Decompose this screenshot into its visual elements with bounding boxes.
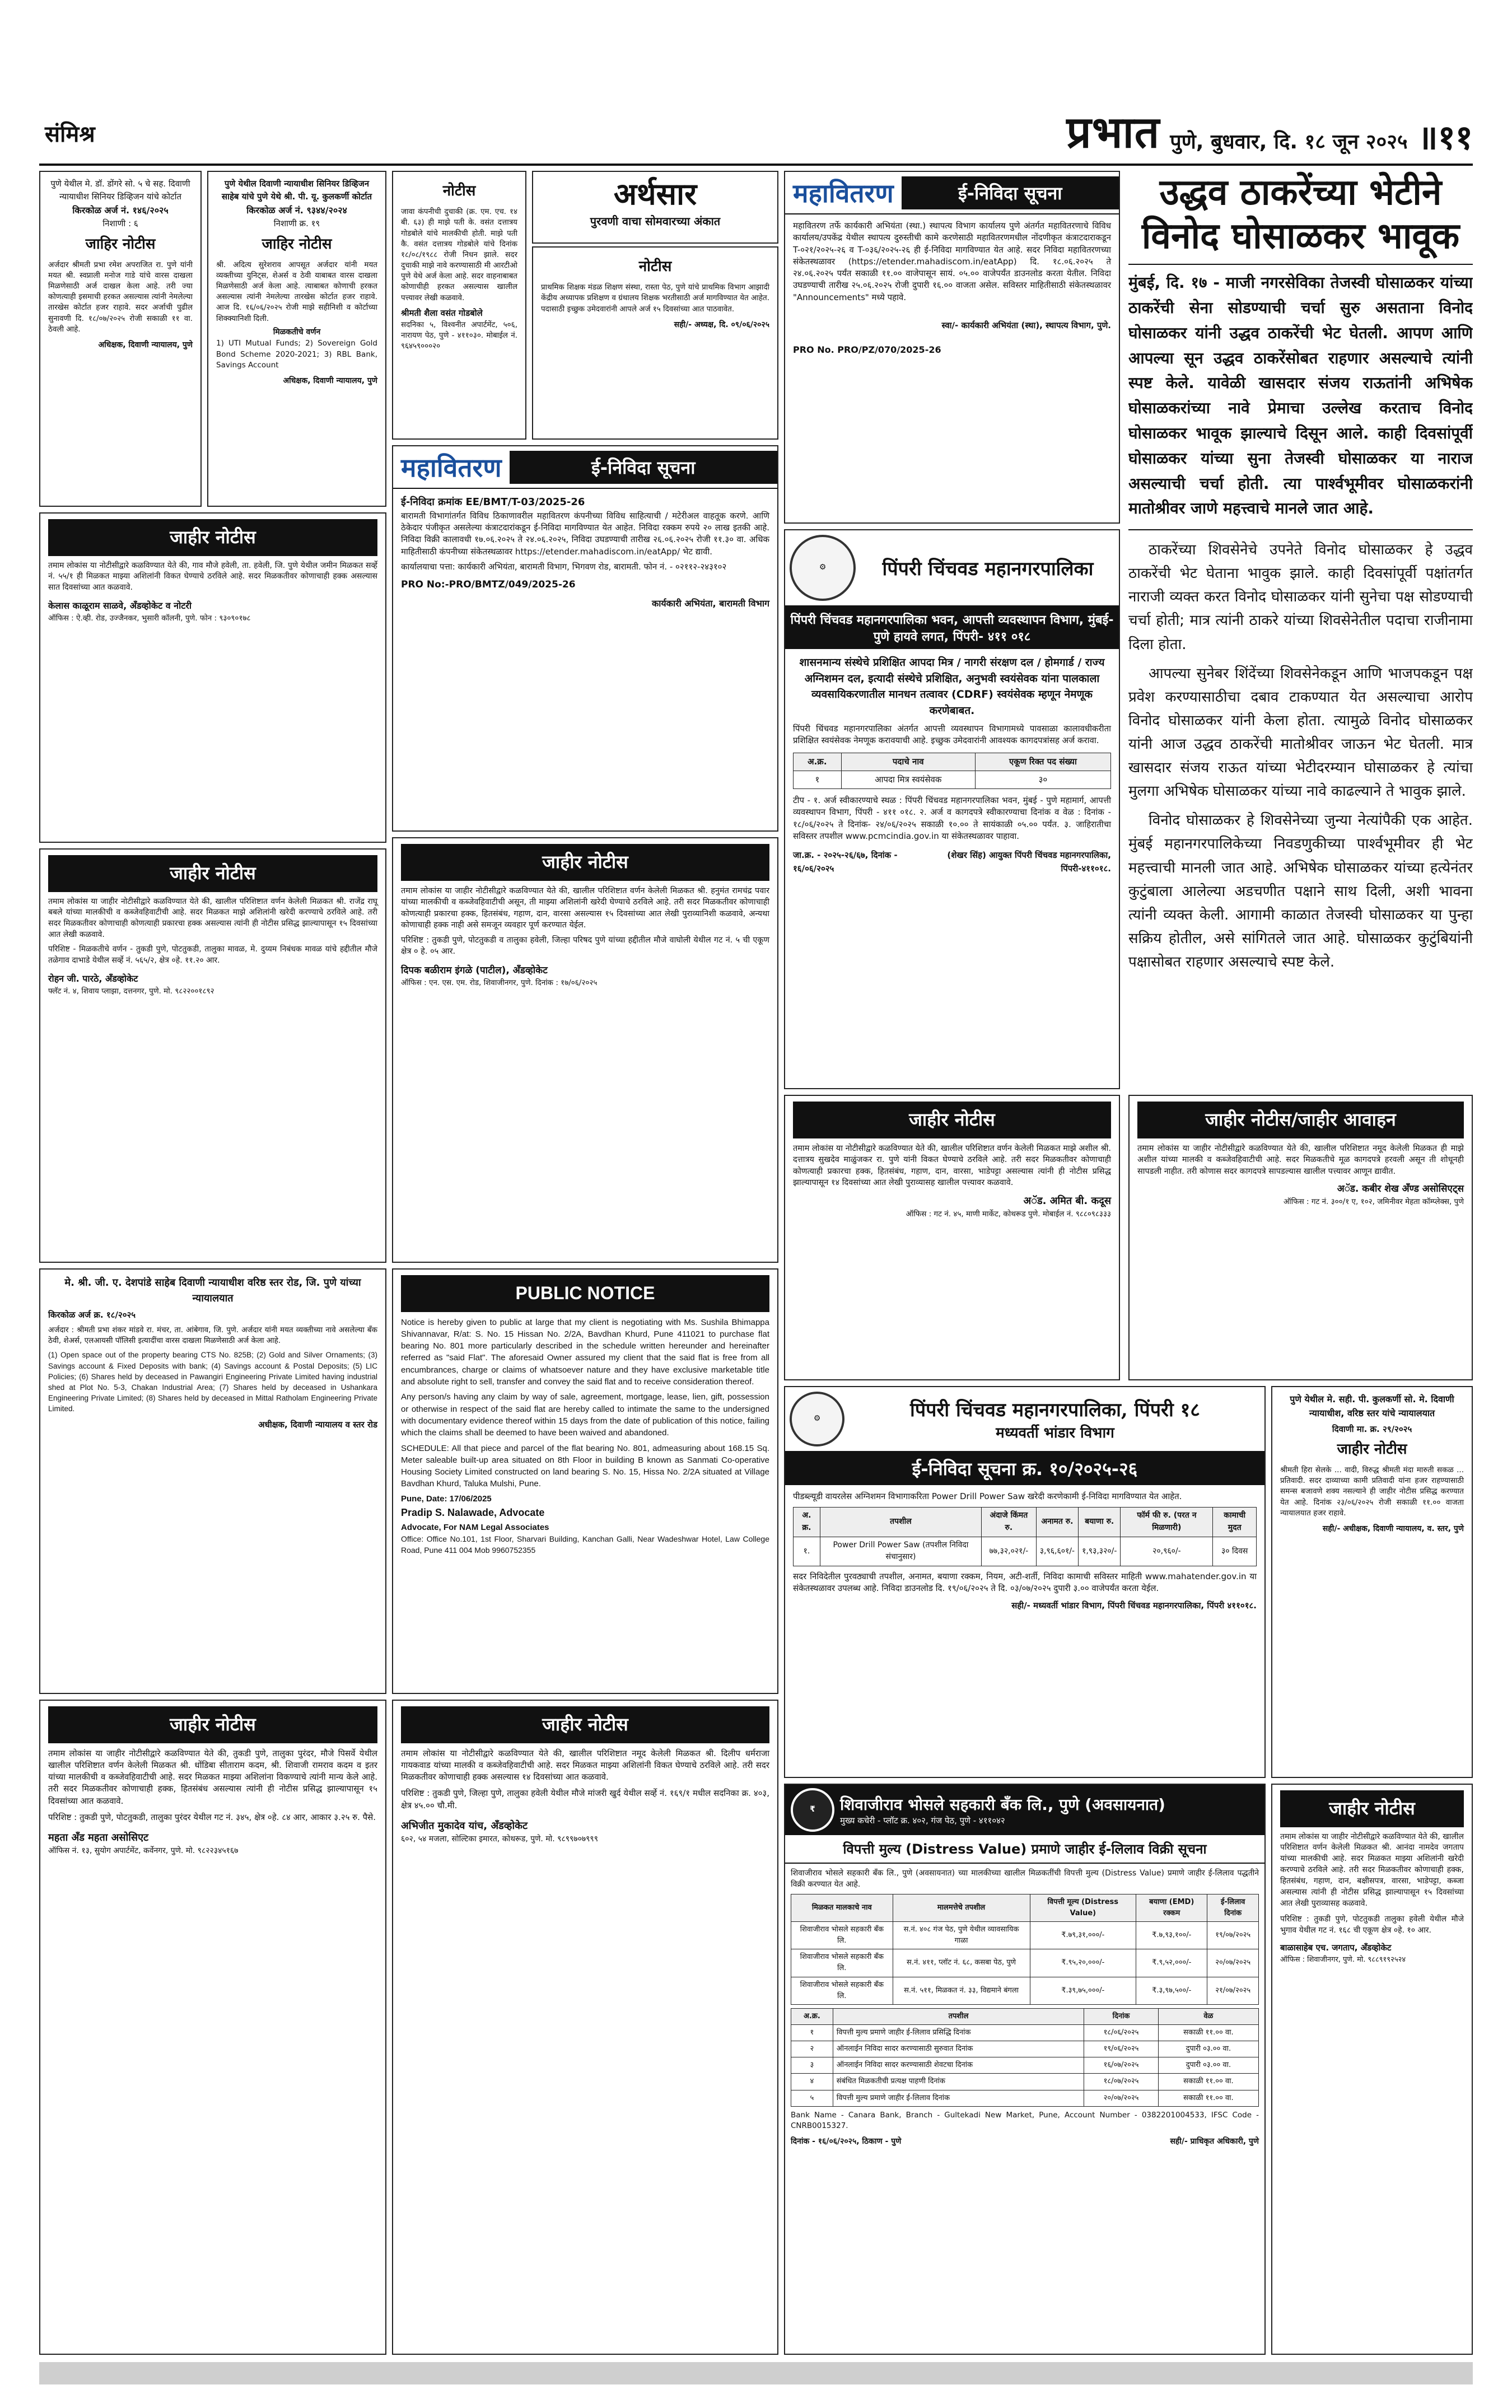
masthead-logo: प्रभात xyxy=(1066,107,1160,158)
table-header: मालमत्तेचे तपशील xyxy=(893,1894,1030,1921)
table-cell: विपत्ती मुल्य प्रमाणे जाहीर ई-लिलाव प्रसिद्धि दिनांक xyxy=(833,2025,1084,2041)
table-cell: ३० xyxy=(975,771,1110,788)
signer: (शेखर सिंह) आयुक्त पिंपरी चिंचवड महानगरपालिका, पिंपरी-४११०१८. xyxy=(947,850,1111,874)
notice-title: जाहिर नोटीस xyxy=(85,235,156,253)
mahavitaran-logo: महावितरण xyxy=(401,452,502,483)
notice-title: जाहीर नोटीस xyxy=(401,844,769,881)
signer: दिपक बळीराम इंगळे (पाटील), अँडव्होकेट xyxy=(401,965,548,977)
case-number: किरकोळ अर्ज नं. ९३४४/२०२४ xyxy=(246,204,347,216)
table-header: फॉर्म फी रु. (परत न मिळणारी) xyxy=(1121,1508,1213,1537)
table-header-row xyxy=(794,753,1111,771)
table-header: दिनांक xyxy=(1084,2008,1159,2024)
table-cell: ऑनलाईन निविदा सादर करण्यासाठी शेवटचा दिनांक xyxy=(833,2057,1084,2074)
tender-banner: ई-निविदा सूचना क्र. १०/२०२५-२६ xyxy=(785,1452,1264,1485)
notice-body: जावा कंपनीची दुचाकी (क्र. एम. एच. १४ बी. ६३) ही माझे पती के. वसंत दत्तात्रय गोडबोले यांचे मालकीची होती. माझे पती कै. वसंत दत्तात्रय गोडबोले यांचे दिनांक १८/०८/१९८८ रोजी निधन झाले. सदर दुचाकी माझे नावे करण्यासाठी मी आरटीओ पुणे येथे अर्ज केला आहे. सदर वाहनाबाबत कोणाचीही हरकत असल्यास खालील पत्त्यावर लेखी कळवावे. xyxy=(401,207,517,302)
vehicle-notice xyxy=(392,171,526,440)
lead-story xyxy=(1128,171,1473,1246)
jahir-notice-c2a xyxy=(392,837,778,1263)
tender-intro: पीडब्ल्यूडी वायरलेस अग्निशमन विभागाकरिता Power Drill Power Saw खरेदी करणेकामी ई-निविदा मागविण्यात येत आहेत. xyxy=(793,1491,1182,1501)
notice-title: जाहीर नोटीस xyxy=(48,1706,377,1743)
emblem-icon: ⚙ xyxy=(813,1414,821,1424)
table-header-row xyxy=(794,1508,1257,1537)
pcmc-tender xyxy=(784,1386,1266,1778)
table-header: वेळ xyxy=(1158,2008,1258,2024)
footer-strip xyxy=(39,2362,1473,2384)
table-cell: १९/०७/२०२५ xyxy=(1207,1922,1259,1949)
table-row xyxy=(791,1922,1259,1949)
bank-logo xyxy=(791,1788,834,1832)
table-header: तपशील xyxy=(833,2008,1084,2024)
table-cell: ३ xyxy=(791,2057,833,2074)
table-cell: ऑनलाईन निविदा सादर करण्यासाठी सुरुवात दिनांक xyxy=(833,2041,1084,2057)
schedule-items: (1) Open space out of the property bearing CTS No. 825B; (2) Gold and Silver Ornaments; (3) Savings account & Fixed Deposits with bank; (4) Savings account & Postal Deposits; (5) LIC Policies; (6) Shares held by deceased in Pawangiri Engineering Private Limited having industrial shed at Plot No. 5-3, Chakan Industrial Area; (7) Shares held by deceased in Ushankara Engineering Private Limited; (8) Shares held by deceased in Mittal Ratholam Engineering Private Limited. xyxy=(48,1351,377,1413)
case-number: किरकोळ अर्ज क्र. १८/२०२५ xyxy=(48,1309,136,1320)
table-cell: शिवाजीराव भोसले सहकारी बँक लि. xyxy=(791,1922,893,1949)
case-number: किरकोळ अर्ज नं. १४६/२०२५ xyxy=(72,204,169,216)
signer-address: Office: Office No.101, 1st Floor, Sharvari Building, Kanchan Galli, Near Wadeshwar Hotel, Law College Road, Pune 411 004 Mob 9960752355 xyxy=(401,1534,769,1555)
table-cell: विपत्ती मुल्य प्रमाणे जाहीर ई-लिलाव दिनांक xyxy=(833,2090,1084,2106)
bank-auction-notice xyxy=(784,1784,1266,2355)
table-cell: ३० दिवस xyxy=(1213,1537,1257,1566)
table-cell: १ xyxy=(794,771,842,788)
table-cell: संबंधित मिळकतीची प्रत्यक्ष पाहणी दिनांक xyxy=(833,2074,1084,2090)
notice-body: प्राथमिक शिक्षक मंडळ शिक्षण संस्था, रास्ता पेठ, पुणे यांचे प्राथमिक विभाग आझादी केंद्रीय अध्यापक प्रशिक्षण व ग्रंथालय शिक्षक भरतीसाठी अर्ज मागविण्यात येत आहेत. पदासाठी इच्छुक उमेदवारांनी आपले अर्ज १५ दिवसांच्या आत पाठवावेत. xyxy=(541,283,769,314)
court-notice-2 xyxy=(207,171,386,507)
jahir-notice-r2 xyxy=(1271,1784,1473,2355)
notice-body: श्री. अदित्य सुरेशराव आपसूत अर्जदार यांनी मयत व्यक्तीच्या युनिट्स, शेअर्स व ठेवी याबाबत वारस दाखला मिळणेसाठी अर्ज केला आहे. त्याबाबत कोणाची हरकत असल्यास त्यांनी नेमलेल्या तारखेस कोर्टात हजर राहावे. आज दि. १६/०६/२०२५ रोजी माझे सहीनिशी व कोर्टाच्या शिक्क्यानिशी दिली. xyxy=(216,260,377,323)
court-name: पुणे येथील मे. डॉ. डोंगरे सो. ५ चे सह. दिवाणी न्यायाधीश सिनियर डिव्हिजन यांचे कोर्टात xyxy=(50,179,190,202)
jahir-notice-c1b xyxy=(39,848,386,1263)
table-row xyxy=(794,771,1111,788)
signer-address: ऑफिस : शिवाजीनगर, पुणे. मो. ९८८९१९२५२४ xyxy=(1280,1955,1406,1964)
table-cell: शिवाजीराव भोसले सहकारी बँक लि. xyxy=(791,1949,893,1977)
arthsar-notice xyxy=(532,246,778,440)
pcmc-notes: टीप - १. अर्ज स्वीकारण्याचे स्थळ : पिंपरी चिंचवड महानगरपालिका भवन, मुंबई - पुणे महामार्ग, आपत्ती व्यवस्थापन विभाग, पिंपरी - ४११ ०१८. २. अर्ज व कागदपत्रे स्वीकारण्याचा दिनांक व वेळ : दिनांक - १८/०६/२०२५ ते दिनांक- २४/०६/२०२५ सकाळी १०.०० ते सायंकाळी ०५.०० पर्यंत. ३. जाहिरातीचा सविस्तर तपशील www.pcmcindia.gov.in या संकेतस्थळावर पाहावा. xyxy=(793,795,1111,841)
arthsar-logo: अर्थसार xyxy=(613,176,697,212)
tender-table xyxy=(793,1507,1257,1566)
table-header: तपशील xyxy=(820,1508,981,1537)
table-cell: ₹.३,९७,५००/- xyxy=(1136,1977,1207,2004)
signer: कार्यकारी अभियंता, बारामती विभाग xyxy=(651,598,769,609)
tender-number: ई-निविदा क्रमांक EE/BMT/T-03/2025-26 xyxy=(401,496,585,508)
pcmc-subtitle: पिंपरी चिंचवड महानगरपालिका भवन, आपत्ती व्यवस्थापन विभाग, मुंबई-पुणे हायवे लगत, पिंपरी- ४११ ०१८ xyxy=(785,606,1119,649)
table-header-row xyxy=(791,1894,1259,1921)
tender-banner: ई-निविदा सूचना xyxy=(902,176,1119,209)
table-cell: दुपारी ०३.०० वा. xyxy=(1158,2057,1258,2074)
table-header: मिळकत मालकाचे नाव xyxy=(791,1894,893,1921)
table-row xyxy=(791,1977,1259,2004)
table-header: ई-लिलाव दिनांक xyxy=(1207,1894,1259,1921)
table-cell: ७७,३२,०२१/- xyxy=(982,1537,1037,1566)
notice-body: तमाम लोकांस या नोटीसीद्वारे कळविण्यात येते की, गाव मौजे हवेली, ता. हवेली, जि. पुणे येथील जमीन मिळकत सर्व्हे नं. ५५/१ ही मिळकत माझ्या अशिलांनी विकत घेण्याचे ठरविले आहे. सदर मिळकतीवर कोणाचाही हक्क असल्यास सात दिवसांच्या आत कळवावे. xyxy=(48,561,377,592)
notice-body: तमाम लोकांस या जाहीर नोटीसीद्वारे कळविण्यात येते की, तुकडी पुणे, तालुका पुरंदर, मौजे पिसर्वे येथील खालील परिशिष्टात वर्णन केलेली मिळकत श्री. धोंडिबा सीताराम कदम, श्री. शिवाजी रामराव कदम व इतर यांच्या मालकीची व कब्जेवहिवाटीची आहे. सदर मिळकत माझ्या अशिलांना विकण्याचे त्यांनी मान्य केले आहे. तरी सदर मिळकतीवर कोणाचाही हक्क, हितसंबंध असल्यास त्यांनी ही नोटीस प्रसिद्ध झाल्यापासून १५ दिवसांच्या आत कळवावे. xyxy=(48,1748,377,1806)
table-cell: स.नं. ४०८ गंज पेठ, पुणे येथील व्यावसायिक गाळा xyxy=(893,1922,1030,1949)
dateline: पुणे, बुधवार, दि. १८ जून २०२५ xyxy=(1170,130,1408,153)
table-cell: सकाळी ११.०० वा. xyxy=(1158,2090,1258,2106)
tender-body: महावितरण तर्फे कार्यकारी अभियंता (स्था.) स्थापत्य विभाग कार्यालय पुणे अंतर्गत महावितरणाचे विविध कार्यालय/उपकेंद्र येथील स्थापत्य दुरुस्तीची कामे करणेसाठी महावितरणमधील नोंदणीकृत कंत्राटदाराकडून T-०२१/२०२५-२६ व T-०३६/२०२५-२६ ही ई-निविदा मागविण्यात येत आहे. सदर निविदा महावितरणच्या संकेतस्थळावर (https://etender.mahadiscom.in/eatApp) दि. १८.०६.२०२५ ते २४.०६.२०२५ पर्यंत सकाळी ११.०० वाजेपासून सायं. ०५.०० वाजेपर्यंत डाउनलोड करता येतील. निविदा उघडण्याची तारीख २५.०६.२०२५ रोजी दुपारी १६.०० वाजता असेल. सविस्तर माहितीसाठी संकेतस्थळावर "Announcements" मध्ये पहावे. xyxy=(793,221,1111,302)
mahavitaran-tender-2 xyxy=(392,445,778,832)
bank-address: मुख्य कचेरी - प्लॉट क्र. ४०२, गंज पेठ, पुणे - ४११०४२ xyxy=(840,1816,1005,1826)
emblem-icon: ⚙ xyxy=(819,563,827,572)
table-row xyxy=(791,2090,1259,2106)
section-title: संमिश्र xyxy=(45,122,95,147)
schedule-body: परिशिष्ट : तुकडी पुणे, जिल्हा पुणे, तालुका हवेली येथील मौजे मांजरी खुर्द येथील सर्व्हे नं. १६९/१ मधील सदनिका क्र. ४०३, क्षेत्र ४५.०० चौ.मी. xyxy=(401,1788,769,1810)
exhibit-number: निशाणी : ६ xyxy=(102,218,138,229)
table-cell: १,९३,३२०/- xyxy=(1079,1537,1121,1566)
schedule-body: 1) UTI Mutual Funds; 2) Sovereign Gold Bond Scheme 2020-2021; 3) RBL Bank, Savings Account xyxy=(216,339,377,370)
table-cell: ₹.७,९३,१००/- xyxy=(1136,1922,1207,1949)
pcmc-emblem xyxy=(790,1392,844,1446)
table-header: पदाचे नाव xyxy=(841,753,975,771)
signer: केलास काळूराम साळवे, अँडव्होकेट व नोटरी xyxy=(48,600,192,612)
table-header: बयाणा (EMD) रक्कम xyxy=(1136,1894,1207,1921)
post-table xyxy=(793,753,1111,790)
notice-body: तमाम लोकांस या जाहीर नोटीसीद्वारे कळविण्यात येते की, खालील परिशिष्टात वर्णन केलेली मिळकत श्री. राजेंद्र राघू बबले यांच्या मालकीची व कब्जेवहिवाटीची आहे. सदर मिळकत माझे अशिलांनी खरेदी करण्याचे ठरविले आहे. तरी सदर मिळकतीवर कोणाचाही कोणत्याही प्रकारचा हक्क असल्यास त्यांनी ही नोटीस प्रसिद्ध झाल्यापासून १५ दिवसांच्या आत लेखी कळवावे. xyxy=(48,897,377,940)
table-header: अ.क्र. xyxy=(794,753,842,771)
notice-body: Notice is hereby given to public at large that my client is negotiating with Ms. Sushila Bhimappa Shivannavar, R/at: S. No. 15 Hissan No. 2/2A, Bavdhan Khurd, Pune 411021 to purchase flat bearing No. 801 more particularly described in the schedule written hereunder and hereinafter referred as "said Flat". The aforesaid Owner assured my client that the said flat is free from all encumbrances, charge or claims of whatsoever nature and they have exclusive marketable title and absolute right to sell, transfer and convey the said flat and to receive consideration thereof. xyxy=(401,1317,769,1387)
table-row xyxy=(794,1537,1257,1566)
tender-body: बारामती विभागांतर्गत विविध ठिकाणावरील महावितरण कंपनीच्या विविध साहित्याची / मटेरीअल वाहतूक करणे. आणि ठेकेदार पंजीकृत असलेल्या कंत्राटदारांकडून ई-निविदा मागविण्यात येत आहेत. निविदा रक्कम रुपये २० लाख इतकी आहे. निविदा विक्री कालावधी १७.०६.२०२५ ते २४.०६.२०२५, निविदा उघडण्याची तारीख २६.०६.२०२५ रोजी ११.३० वा. अधिक माहितीसाठी कंपनीच्या संकेतस्थळावर https://etender.mahadiscom.in/eatApp/ भेट द्यावी. xyxy=(401,510,769,557)
notice-body: अर्जदार श्रीमती प्रभा रमेश अपराजित रा. पुणे यांनी मयत श्री. स्वप्नाली मनोज गाडे यांचे वारस दाखला मिळणेसाठी अर्ज दाखल केला आहे. तरी ज्या कोणत्याही इसमाची हरकत असल्यास त्यांनी नेमलेल्या तारखेस कोर्टात हजर राहावे. सदर अर्जाची पुढील सुनावणी दि. १८/०७/२०२५ रोजी सकाळी ११ वा. ठेवली आहे. xyxy=(48,260,193,334)
notice-title: जाहीर नोटीस/जाहीर आवाहन xyxy=(1137,1102,1464,1138)
jahir-notice-c1c xyxy=(39,1700,386,2355)
notice-title: नोटीस xyxy=(442,183,476,199)
notice-body: तमाम लोकांस या जाहीर नोटीसीद्वारे कळविण्यात येते की, खालील परिशिष्टात नमूद केलेली मिळकत ही माझे अशील यांच्या मालकी व कब्जेवहिवाटीची आहे. सदर मिळकतीचे मूळ कागदपत्रे हरवली असून ती शोधूनही सापडली नाहीत. तरी कोणास सदर कागदपत्रे सापडल्यास खालील पत्त्यावर आणून द्यावीत. xyxy=(1137,1144,1464,1176)
issuer: अधिक्षक, दिवाणी न्यायालय, पुणे xyxy=(98,340,193,349)
pro-number: PRO No. PRO/PZ/070/2025-26 xyxy=(793,344,941,356)
signer: सही/- अध्यक्ष, दि. ०९/०६/२०२५ xyxy=(674,320,769,329)
signer-address: ऑफिस नं. १३, सुयोग अपार्टमेंट, कर्वेनगर, पुणे. मो. ९८२२३४५१६७ xyxy=(48,1846,239,1856)
signer: रोहन जी. पारठे, अँडव्होकेट xyxy=(48,973,138,984)
signer: अॅड. कबीर शेख अँण्ड असोसिएट्स xyxy=(1337,1183,1464,1195)
signer-address: फ्लॅट नं. ४, शिवाय प्लाझा, दत्तनगर, पुणे. मो. ९८२२००१८९२ xyxy=(48,986,214,996)
court-notice-right xyxy=(1271,1386,1473,1778)
pcmc-title: पिंपरी चिंचवड महानगरपालिका xyxy=(882,558,1094,580)
story-paragraph: आपल्या सुनेबर शिंदेंच्या शिवसेनेकडून आणि भाजपकडून पक्ष प्रवेश करण्यासाठीचा दबाव टाकण्यात येत असल्याचा आरोप विनोद घोसाळकर यांनी केला होता. त्यामुळे विनोद घोसाळकर यांनी आज उद्धव ठाकरेंची मातोश्रीवर जाऊन भेट घेतली. मात्र खासदार संजय राऊत यांच्या भेटीदरम्यान घोसाळकर हे त्यांचा मुलगा अभिषेक घोसाळकर यांच्या नावे काढल्याने ते भावुक झाले. xyxy=(1128,665,1473,800)
table-cell: १ xyxy=(791,2025,833,2041)
notice-body: तमाम लोकांस या नोटीसीद्वारे कळविण्यात येते की, खालील परिशिष्टात नमूद केलेली मिळकत श्री. दिलीप धर्मराजा गायकवाड यांच्या मालकी व कब्जेवहिवाटीची आहे. सदर मिळकत माझ्या अशिलांनी विकत घेण्याचे ठरविले आहे. तरी सदर मिळकतीवर कोणाचाही हक्क असल्यास १४ दिवसांच्या आत कळवावे. xyxy=(401,1748,769,1782)
story-rule xyxy=(1128,529,1473,530)
pcmc-recruitment xyxy=(784,529,1120,1089)
signer: महता अँड महता असोसिएट xyxy=(48,1832,149,1844)
table-cell: सकाळी ११.०० वा. xyxy=(1158,2025,1258,2041)
signer: स्वा/- कार्यकारी अभियंता (स्था), स्थापत्य विभाग, पुणे. xyxy=(941,320,1111,331)
schedule-body: परिशिष्ट : तुकडी पुणे, पोटतुकडी व तालुका हवेली, जिल्हा परिषद पुणे यांच्या हद्दीतील मौजे वाघोली येथील गट नं. ५ ची एकूण क्षेत्र ० हे. ०५ आर. xyxy=(401,935,769,956)
court-name: पुणे येथील दिवाणी न्यायाधीश सिनियर डिव्हिजन साहेब यांचे पुणे येथे श्री. पी. यू. कुलकर्णी कोर्टात xyxy=(221,179,372,202)
signer-address: ऑफिस : एन. एस. एम. रोड, शिवाजीनगर, पुणे. दिनांक : १७/०६/२०२५ xyxy=(401,978,598,988)
bank-name: शिवाजीराव भोसले सहकारी बँक लि., पुणे (अवसायनात) xyxy=(840,1795,1165,1814)
table-cell: २ xyxy=(791,2041,833,2057)
court-notice-deshpande xyxy=(39,1268,386,1694)
court-name: पुणे येथील मे. सही. पी. कुलकर्णी सो. मे. दिवाणी न्यायाधीश, वरिष्ठ स्तर यांचे न्यायालयात xyxy=(1290,1394,1454,1418)
table-cell: २०,९६०/- xyxy=(1121,1537,1213,1566)
auction-heading: विपत्ती मुल्य (Distress Value) प्रमाणे जाहीर ई-लिलाव विक्री सूचना xyxy=(785,1835,1264,1864)
schedule-body: परिशिष्ट - मिळकतीचे वर्णन - तुकडी पुणे, पोटतुकडी, तालुका मावळ, मे. दुय्यम निबंधक मावळ यांचे हद्दीतील मौजे तळेगाव दाभाडे येथील सर्व्हे नं. ५६५/२, क्षेत्र ०हे. ११.२० आर. xyxy=(48,945,377,965)
pcmc-emblem xyxy=(790,535,856,601)
tender-body: सदर निविदेतील पुरवठ्याची तपशील, अनामत, बयाणा रक्कम, नियम, अटी-शर्ती, निविदा कामाची सविस्तर माहिती www.mahatender.gov.in या संकेतस्थळावर उपलब्ध आहे. निविदा डाउनलोड दि. १९/०६/२०२५ ते दि. ०३/०७/२०२५ दुपारी ३.०० वाजेपर्यंत करता येईल. xyxy=(793,1571,1257,1594)
notice-body: अर्जदार : श्रीमती प्रभा शंकर मांडवे रा. मंचर, ता. आंबेगाव, जि. पुणे. अर्जदार यांनी मयत व्यक्तीच्या नावे असलेल्या बँक ठेवी, शेअर्स, एलआयसी पॉलिसी इत्यादींचा वारस दाखला मिळणेसाठी अर्ज केला आहे. xyxy=(48,1326,377,1346)
auction-intro: शिवाजीराव भोसले सहकारी बँक लि., पुणे (अवसायनात) च्या मालकीच्या खालील मिळकतींची विपत्ती मुल्य (Distress Value) प्रमाणे जाहीर ई-लिलाव पद्धतीने विक्री करण्यात येत आहे. xyxy=(791,1869,1259,1889)
table-row xyxy=(791,1949,1259,1977)
table-header: विपत्ती मूल्य (Distress Value) xyxy=(1030,1894,1136,1921)
table-row xyxy=(791,2025,1259,2041)
notice-title: जाहीर नोटीस xyxy=(48,519,377,556)
table-cell: १९/०६/२०२५ xyxy=(1084,2041,1159,2057)
notice-title: जाहीर नोटीस xyxy=(1280,1790,1464,1827)
table-header: बयाणा रु. xyxy=(1079,1508,1121,1537)
table-row xyxy=(791,2074,1259,2090)
header-rule xyxy=(39,164,1473,166)
bank-account-details: Bank Name - Canara Bank, Branch - Gultekadi New Market, Pune, Account Number - 0382201004533, IFSC Code - CNRB0015327. xyxy=(791,2110,1259,2130)
notice-date: Pune, Date: 17/06/2025 xyxy=(401,1494,492,1504)
table-cell: स.नं. ४११, प्लॉट नं. ६८, कसबा पेठ, पुणे xyxy=(893,1949,1030,1977)
notice-body-2: Any person/s having any claim by way of sale, agreement, mortgage, lease, lien, gift, possession or otherwise in respect of the said flat are hereby called to intimate the same to the undersigned with documentary evidence thereof within 15 days from the date of publication of this notice, failing which the claims shall be deemed to have been waived and abandoned. xyxy=(401,1392,769,1438)
table-cell: १८/०७/२०२५ xyxy=(1084,2074,1159,2090)
pro-number: PRO No:-PRO/BMTZ/049/2025-26 xyxy=(401,579,576,591)
table-header: अ.क्र. xyxy=(791,2008,833,2024)
signer: Pradip S. Nalawade, Advocate xyxy=(401,1507,545,1518)
exhibit-number: निशाणी क्र. १९ xyxy=(273,218,320,229)
signer-address: सदनिका ५, विश्वनीत अपार्टमेंट, ५०६, नारायण पेठ, पुणे - ४११०३०. मोबाईल नं. ९६४५९०००२० xyxy=(401,320,517,351)
page-number: ॥११ xyxy=(1417,118,1473,157)
signer-firm: Advocate, For NAM Legal Associates xyxy=(401,1522,549,1532)
notice-body: तमाम लोकांस या जाहीर नोटीसीद्वारे कळविण्यात येते की, खालील परिशिष्टात वर्णन केलेली मिळकत श्री. आनंदा नामदेव जगताप यांच्या मालकीची आहे. सदर मिळकत माझ्या अशिलांनी खरेदी करण्याचे ठरविले आहे. तरी सदर मिळकतीवर कोणाचाही हक्क, हितसंबंध, गहाण, दान, बक्षीसपत्र, वारसा, भाडेपट्टा, कब्जा असल्यास त्यांनी ही नोटीस प्रसिद्ध झाल्यापासून १५ दिवसांच्या आत लेखी पुराव्यासह कळवावे. xyxy=(1280,1832,1464,1908)
signer-address: ऑफिस : गट नं. ४५, माणी मार्केट, कोथरूड पुणे. मोबाईल नं. ९८८०९८३३३ xyxy=(906,1209,1111,1219)
pcmc-headline: शासनमान्य संस्थेचे प्रशिक्षित आपदा मित्र / नागरी संरक्षण दल / होमगार्ड / राज्य अग्निशमन दल, इत्यादी संस्थेचे प्रशिक्षित, अनुभवी स्वयंसेवक यांना पालकाला व्यवसायिकरणातील मानधन तत्वावर (CDRF) स्वयंसेवक म्हणून नेमणूक करणेबाबत. xyxy=(799,656,1105,717)
table-cell: आपदा मित्र स्वयंसेवक xyxy=(841,771,975,788)
table-cell: २१/०७/२०२५ xyxy=(1207,1977,1259,2004)
bank-icon: ₹ xyxy=(810,1805,815,1814)
tender-banner: ई-निविदा सूचना xyxy=(510,451,777,484)
table-cell: ₹.९,५२,०००/- xyxy=(1136,1949,1207,1977)
table-cell: २०/०७/२०२५ xyxy=(1207,1949,1259,1977)
table-header: एकूण रिक्त पद संख्या xyxy=(975,753,1110,771)
masthead-block xyxy=(1066,101,1473,160)
table-cell: ५ xyxy=(791,2090,833,2106)
notice-title: नोटीस xyxy=(638,258,672,275)
notice-title: जाहीर नोटीस xyxy=(1337,1440,1407,1458)
table-cell: २०/०७/२०२५ xyxy=(1084,2090,1159,2106)
schedule-title: मिळकतीचे वर्णन xyxy=(273,327,321,337)
schedule-table xyxy=(791,2008,1259,2107)
arthsar-tagline: पुरवणी वाचा सोमवारच्या अंकात xyxy=(590,214,721,228)
notice-body: तमाम लोकांस या नोटीसीद्वारे कळविण्यात येते की, खालील परिशिष्टात वर्णन केलेली मिळकत माझे अशील श्री. दत्तात्रय सुखदेव माळुंजकर रा. पुणे यांनी विकत घेण्याचे ठरविले आहे. तरी सदर मिळकतीवर कोणाचाही कोणत्याही प्रकारचा हक्क, हितसंबंध, गहाण, दान, वारसा, भाडेपट्टा असल्यास त्यांनी ही नोटीस प्रसिद्ध झाल्यापासून १४ दिवसांच्या आत लेखी पुराव्यासह खालील पत्त्यावर कळवावे. xyxy=(793,1144,1111,1188)
table-cell: स.नं. ५११, मिळकत नं. ३३, विद्यमाने बंगला xyxy=(893,1977,1030,2004)
table-cell: ३,९६,६०१/- xyxy=(1036,1537,1078,1566)
public-notice xyxy=(392,1268,778,1694)
table-cell: ₹.३९,७५,०००/- xyxy=(1030,1977,1136,2004)
story-rule xyxy=(1128,264,1473,265)
notice-title: PUBLIC NOTICE xyxy=(401,1275,769,1312)
court-name: मे. श्री. जी. ए. देशपांडे साहेब दिवाणी न्यायाधीश वरिष्ठ स्तर रोड, जि. पुणे यांच्या न्यायालयात xyxy=(64,1277,361,1304)
tender-contact: कार्यालयाचा पत्ता: कार्यकारी अभियंता, बारामती विभाग, भिगवण रोड, बारामती. फोन नं. - ०२११२-२४३१०२ xyxy=(401,562,727,572)
signer-address: ऑफिस : गट नं. ३००/१ ए, १०२, जमिनीवर मेहता कॉम्प्लेक्स, पुणे xyxy=(1283,1197,1464,1206)
mahavitaran-logo: महावितरण xyxy=(793,178,894,208)
table-cell: ₹.७९,३१,०००/- xyxy=(1030,1922,1136,1949)
jahir-notice-c2b xyxy=(392,1700,778,2355)
signer: सही/- प्राधिकृत अधिकारी, पुणे xyxy=(1170,2137,1259,2146)
table-header: अंदाजे किंमत रु. xyxy=(982,1508,1037,1537)
story-lede: मुंबई, दि. १७ - माजी नगरसेविका तेजस्वी घोसाळकर यांच्या ठाकरेंची सेना सोडण्याची चर्चा सुरु असताना विनोद घोसाळकर यांनी उद्धव ठाकरेंची भेट घेतली. आपण आणि आपल्या सून उद्धव ठाकरेंसोबत राहणार असल्याचे त्यांनी स्पष्ट केले. यावेळी खासदार संजय राऊतांनी अभिषेक घोसाळकरांच्या नावे प्रेमाचा उल्लेख करताच विनोद घोसाळकर भावूक झाल्याचे दिसून आले. काही दिवसांपूर्वी घोसाळकर यांच्या सुना तेजस्वी घोसाळकर या नाराज असल्याची चर्चा होती. त्या पार्श्वभूमीवर घोसाळकरांनी मातोश्रीवर जाणे महत्त्वाचे मानले जात आहे. xyxy=(1128,273,1473,518)
table-cell: ४ xyxy=(791,2074,833,2090)
jahir-notice-adv xyxy=(784,1095,1120,1380)
table-cell: १८/०६/२०२५ xyxy=(1084,2025,1159,2041)
signer-address: ऑफिस : ऐ.व्ही. रोड, उज्जैनकर, भुसारी कॉलनी, पुणे. फोन : ९३०९०१७८ xyxy=(48,614,251,623)
table-cell: ₹.९५,२०,०००/- xyxy=(1030,1949,1136,1977)
mahavitaran-tender-1 xyxy=(784,171,1120,524)
table-header: अनामत रु. xyxy=(1036,1508,1078,1537)
story-paragraph: विनोद घोसाळकर हे शिवसेनेच्या जुन्या नेत्यांपैकी एक आहेत. मुंबई महानगरपालिकेच्या निवडणुकीच्या पार्श्वभूमीवर ही भेट महत्त्वाची मानली जात आहे. अभिषेक घोसाळकर यांच्या हत्येनंतर कुटुंबाला आलेल्या अडचणीत पक्षाने साथ दिली, अशी भावना त्यांनी व्यक्त केली. आगामी काळात तेजस्वी घोसाळकर या पुन्हा सक्रिय होतील, असे सांगितले जात आहे. घोसाळकर कुटुंबियांनी पक्षासोबत राहणार असल्याचे स्पष्ट केले. xyxy=(1128,812,1473,970)
notice-title: जाहीर नोटीस xyxy=(793,1102,1111,1138)
table-cell: १. xyxy=(794,1537,820,1566)
signer: अभिजीत मुकादेव यांच, अँडव्होकेट xyxy=(401,1820,528,1832)
signer: श्रीमती शैला वसंत गोडबोले xyxy=(401,307,483,318)
jahir-notice-c1a xyxy=(39,512,386,843)
issuer: अधीक्षक, दिवाणी न्यायालय व स्तर रोड xyxy=(258,1420,377,1430)
schedule-body: SCHEDULE: All that piece and parcel of the flat bearing No. 801, admeasuring about 168.15 Sq. Meter saleable built-up area situated on 8th Floor in building B known as Sanmati Co-operative Housing Society Limited constructed on land bearing S. No. 15, Hissa No. 2/2A situated at Village Bavdhan Khurd, Taluka Mulshi, Pune. xyxy=(401,1443,769,1489)
issuer: अधिक्षक, दिवाणी न्यायालय, पुणे xyxy=(283,376,377,385)
pcmc-title: पिंपरी चिंचवड महानगरपालिका, पिंपरी १८ xyxy=(910,1399,1200,1421)
table-header: अ. क्र. xyxy=(794,1508,820,1537)
auction-date: दिनांक - १६/०६/२०२५, ठिकाण - पुणे xyxy=(791,2137,902,2146)
table-cell: Power Drill Power Saw (तपशील निविदा संचानुसार) xyxy=(820,1537,981,1566)
issuer: सही/- अधीक्षक, दिवाणी न्यायालय, व. स्तर, पुणे xyxy=(1322,1524,1464,1533)
schedule-body: परिशिष्ट : तुकडी पुणे, पोटतुकडी तालुका हवेली येथील मौजे भुगाव येथील गट नं. १६८ ची एकूण क्षेत्र ०हे. १० आर. xyxy=(1280,1914,1464,1935)
pcmc-subtitle: मध्यवर्ती भांडार विभाग xyxy=(996,1425,1114,1441)
story-headline: उद्धव ठाकरेंच्या भेटीने विनोद घोसाळकर भावूक xyxy=(1141,171,1460,258)
table-cell: शिवाजीराव भोसले सहकारी बँक लि. xyxy=(791,1977,893,2004)
story-paragraph: ठाकरेंच्या शिवसेनेचे उपनेते विनोद घोसाळकर हे उद्धव ठाकरेंची भेट घेताना भावुक झाले. काही दिवसांपूर्वी पक्षांतर्गत नाराजी व्यक्त करत विनोद घोसाळकर यांनी सुनेचा पक्ष सोडण्याची चर्चा होती; मात्र त्यांनी ठाकरे यांच्या शिवसेनेतील पदाचा राजीनामा दिला होता. xyxy=(1128,542,1473,653)
signer: सही/- मध्यवर्ती भांडार विभाग, पिंपरी चिंचवड महानगरपालिका, पिंपरी ४११०१८. xyxy=(1011,1600,1257,1611)
table-row xyxy=(791,2041,1259,2057)
notice-body: तमाम लोकांस या जाहीर नोटीसीद्वारे कळविण्यात येते की, खालील परिशिष्टात वर्णन केलेली मिळकत श्री. हनुमंत रामचंद्र पवार यांच्या मालकीची व कब्जेवहिवाटीची असून, ती माझ्या अशिलांनी खरेदी घेण्याचे ठरविले आहे. तरी सदर मिळकतीवर कोणाचाही कोणत्याही प्रकारचा हक्क, हितसंबंध, गहाण, दान, वारसा असल्यास १५ दिवसांच्या आत लेखी पुराव्यानिशी कळवावे, अन्यथा कोणाचाही हक्क नाही असे समजून व्यवहार पूर्ण करण्यात येईल. xyxy=(401,886,769,930)
table-cell: दुपारी ०३.०० वा. xyxy=(1158,2041,1258,2057)
jahir-notice-ntc xyxy=(1128,1095,1473,1380)
table-row xyxy=(791,2057,1259,2074)
table-cell: सकाळी ११.०० वा. xyxy=(1158,2074,1258,2090)
table-cell: १६/०७/२०२५ xyxy=(1084,2057,1159,2074)
pcmc-ref: जा.क्र. - २०२५-२६/६७, दिनांक - १६/०६/२०२५ xyxy=(793,850,898,874)
schedule-body: परिशिष्ट : तुकडी पुणे, पोटतुकडी, तालुका पुरंदर येथील गट नं. ३४५, क्षेत्र ०हे. ८४ आर, आकार ३.२५ रु. पैसे. xyxy=(48,1812,376,1823)
case-number: दिवाणी मा. क्र. २९/२०२५ xyxy=(1332,1424,1412,1434)
notice-title: जाहीर नोटीस xyxy=(48,855,377,892)
signer: अॅड. अमित बी. कदूस xyxy=(1023,1194,1111,1207)
court-notice-1 xyxy=(39,171,202,507)
table-header-row xyxy=(791,2008,1259,2024)
notice-title: जाहीर नोटीस xyxy=(401,1706,769,1743)
notice-title: जाहिर नोटीस xyxy=(262,235,332,253)
property-table xyxy=(791,1894,1259,2005)
table-header: कामाची मुदत xyxy=(1213,1508,1257,1537)
pcmc-body: पिंपरी चिंचवड महानगरपालिका अंतर्गत आपत्ती व्यवस्थापन विभागामध्ये पावसाळा कालावधीकरीता प्रशिक्षित स्वयंसेवक नेमणूक करावयाची आहे. इच्छुक उमेदवारांनी आवश्यक कागदपत्रांसह अर्ज करावा. xyxy=(793,724,1111,746)
arthsar-promo xyxy=(532,171,778,244)
signer: बाळासाहेब एच. जगताप, अँडव्होकेट xyxy=(1280,1943,1392,1953)
notice-body: श्रीमती हिरा सेलके ... वादी, विरुद्ध श्रीमती मंदा मारुती सकळ ... प्रतिवादी. सदर दाव्याच्या कामी प्रतिवादी यांना हजर राहण्यासाठी समन्स बजावणे शक्य नसल्याने ही जाहीर नोटीस प्रसिद्ध करण्यात येत आहे. दिनांक २३/०६/२०२५ रोजी सकाळी ११.०० वाजता न्यायालयात हजर राहावे. xyxy=(1280,1466,1464,1518)
signer-address: ६०२, ५४ मजला, सोल्टिका इमारत, कोथरूड, पुणे. मो. ९८९९७०७९९९ xyxy=(401,1834,598,1844)
